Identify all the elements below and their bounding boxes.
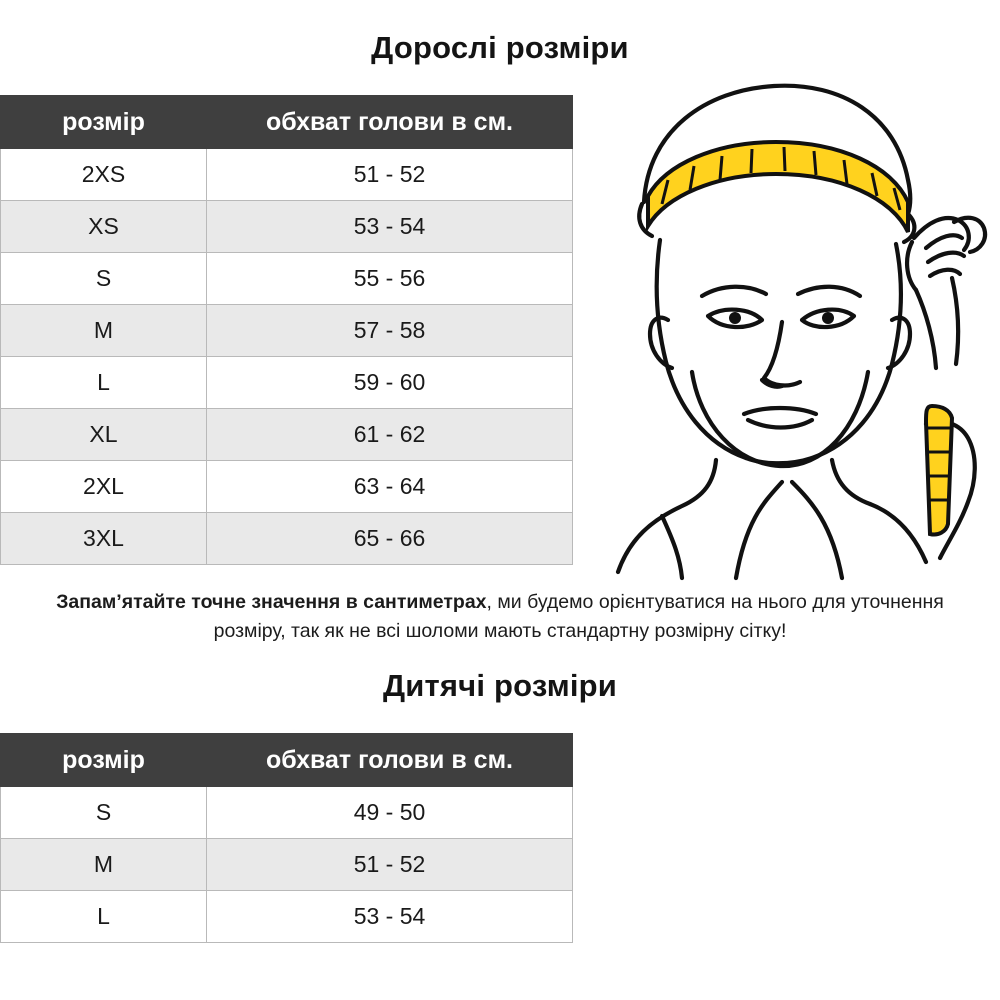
- kids-size-table: [0, 733, 573, 943]
- cell-circumference: 49 - 50: [207, 787, 573, 839]
- cell-size: S: [1, 253, 207, 305]
- adult-header-size: розмір: [1, 96, 207, 149]
- measurement-note-bold: Запам’ятайте точне значення в сантиметрах: [56, 591, 487, 613]
- adult-size-table: [0, 95, 573, 565]
- table-row: [1, 253, 573, 305]
- table-row: [1, 461, 573, 513]
- cell-circumference: 63 - 64: [207, 461, 573, 513]
- cell-circumference: 53 - 54: [207, 201, 573, 253]
- adult-table-body: [1, 149, 573, 565]
- cell-circumference: 61 - 62: [207, 409, 573, 461]
- table-row: [1, 891, 573, 943]
- table-row: [1, 357, 573, 409]
- cell-size: 2XL: [1, 461, 207, 513]
- cell-size: S: [1, 787, 207, 839]
- table-row: [1, 839, 573, 891]
- cell-size: M: [1, 305, 207, 357]
- cell-size: 3XL: [1, 513, 207, 565]
- kids-table-head: [1, 734, 573, 787]
- table-row: [1, 787, 573, 839]
- cell-circumference: 57 - 58: [207, 305, 573, 357]
- table-row: [1, 149, 573, 201]
- kids-header-size: розмір: [1, 734, 207, 787]
- cell-size: XS: [1, 201, 207, 253]
- kids-sizes-title: Дитячі розміри: [382, 668, 618, 703]
- table-row: [1, 201, 573, 253]
- cell-circumference: 51 - 52: [207, 149, 573, 201]
- cell-size: 2XS: [1, 149, 207, 201]
- cell-circumference: 55 - 56: [207, 253, 573, 305]
- table-row: [1, 513, 573, 565]
- adult-sizes-title: Дорослі розміри: [371, 30, 629, 65]
- cell-size: L: [1, 891, 207, 943]
- man-measuring-head-with-tape-illustration: [596, 72, 996, 582]
- table-row: [1, 305, 573, 357]
- table-row: [1, 409, 573, 461]
- cell-circumference: 53 - 54: [207, 891, 573, 943]
- cell-circumference: 65 - 66: [207, 513, 573, 565]
- adult-table-head: [1, 96, 573, 149]
- adult-size-table-container: [0, 95, 573, 565]
- cell-circumference: 51 - 52: [207, 839, 573, 891]
- cell-size: M: [1, 839, 207, 891]
- kids-table-body: [1, 787, 573, 943]
- adult-header-circumference: обхват голови в см.: [207, 96, 573, 149]
- cell-size: XL: [1, 409, 207, 461]
- cell-size: L: [1, 357, 207, 409]
- measurement-note: [24, 588, 976, 646]
- measurement-note-rest: , ми будемо орієнтуватися на нього для уточнення розміру, так як не всі шоломи мають стандартну розмірну сітку!: [213, 591, 944, 642]
- adult-table-header-row: [1, 96, 573, 149]
- kids-header-circumference: обхват голови в см.: [207, 734, 573, 787]
- kids-table-header-row: [1, 734, 573, 787]
- cell-circumference: 59 - 60: [207, 357, 573, 409]
- kids-size-table-container: [0, 733, 573, 943]
